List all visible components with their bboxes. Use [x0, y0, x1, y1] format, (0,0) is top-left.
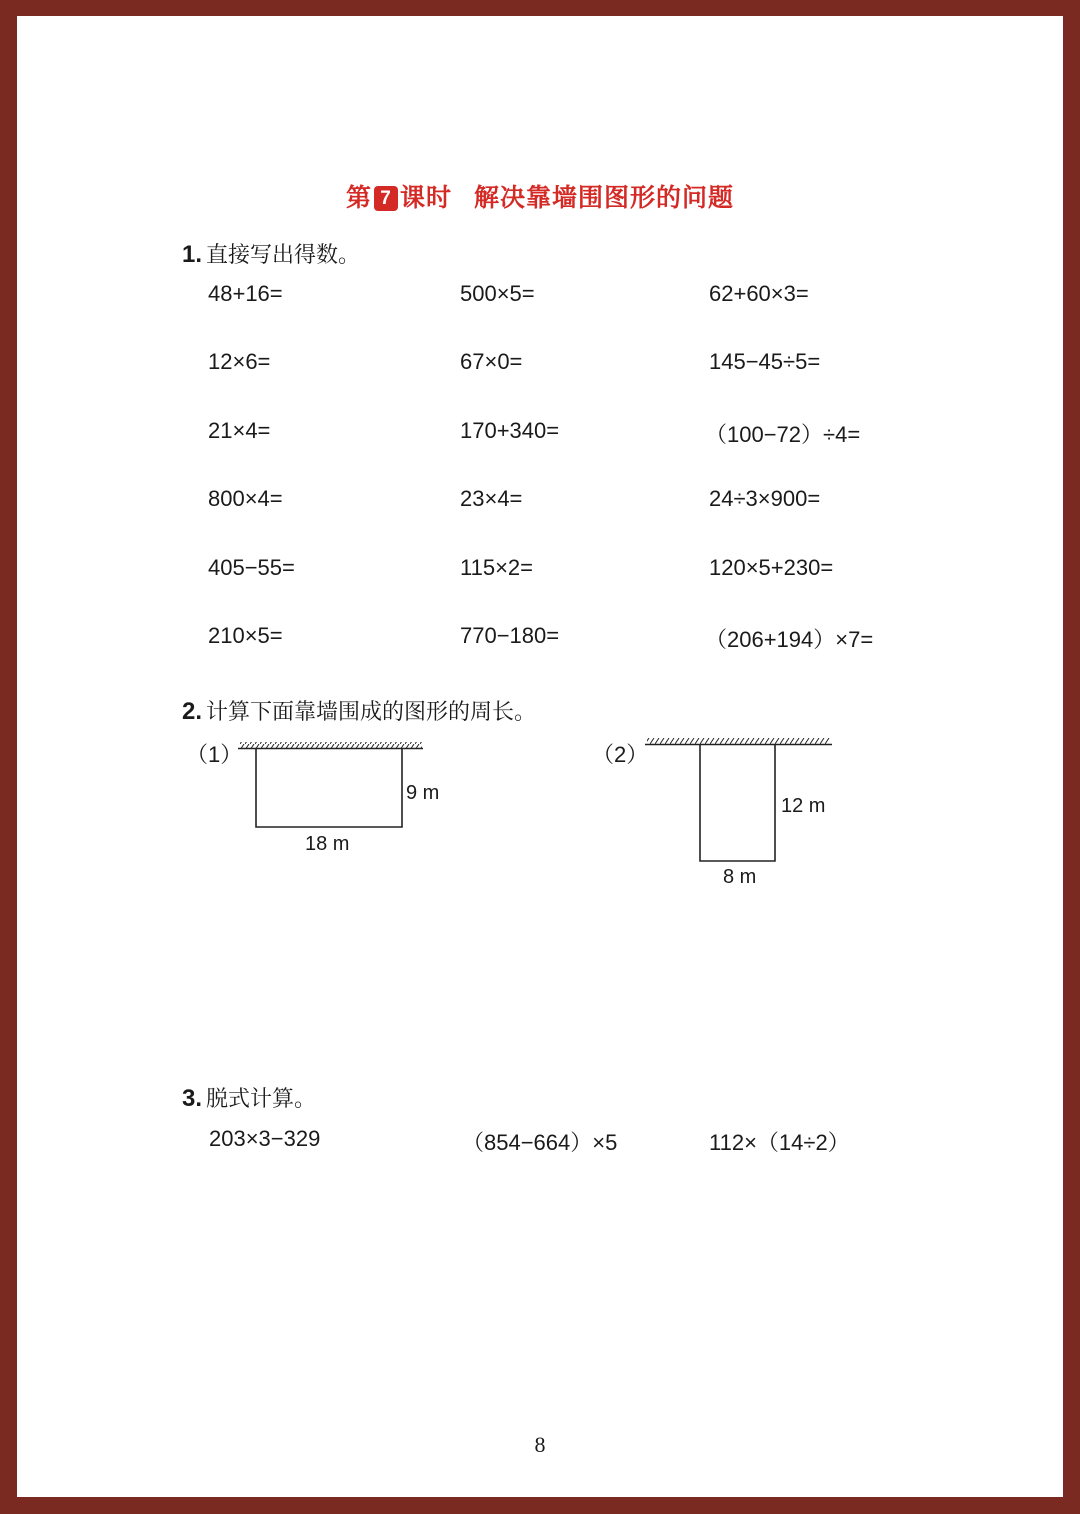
wall-hatch	[240, 742, 422, 748]
problem: 405−55=	[208, 555, 295, 580]
step-calc-problem: （854−664）×5	[462, 1130, 618, 1155]
title-topic: 解决靠墙围图形的问题	[474, 184, 735, 212]
problem: 21×4=	[208, 418, 271, 443]
problem: 500×5=	[460, 281, 535, 306]
section-3-heading: 3. 脱式计算。	[182, 1085, 317, 1112]
problem: 170+340=	[460, 418, 560, 443]
problem: 210×5=	[208, 623, 283, 648]
step-calc-problem: 203×3−329	[209, 1126, 321, 1151]
fence-rectangle	[700, 745, 775, 861]
figure-2-bottom-label: 8 m	[723, 866, 757, 888]
page-number: 8	[534, 1432, 546, 1457]
problem: 24÷3×900=	[709, 486, 821, 511]
problem: 800×4=	[208, 486, 283, 511]
section-1-heading: 1. 直接写出得数。	[182, 241, 361, 268]
problem: 23×4=	[460, 486, 523, 511]
title-suffix: 课时	[399, 184, 452, 212]
problem: 145−45÷5=	[709, 349, 821, 374]
problem: 12×6=	[208, 349, 271, 374]
figure-1-label: （1）	[186, 742, 243, 767]
fence-rectangle	[256, 749, 402, 827]
figure-2-label: （2）	[592, 742, 649, 767]
figure-1	[238, 742, 423, 827]
figure-1-side-label: 9 m	[406, 782, 440, 804]
problem: （100−72）÷4=	[705, 422, 861, 447]
problem: 48+16=	[208, 281, 283, 306]
step-calc-problem: 112×（14÷2）	[709, 1130, 850, 1155]
problem: 62+60×3=	[709, 281, 809, 306]
title-prefix: 第	[345, 184, 372, 212]
problem: 120×5+230=	[709, 555, 834, 580]
problem: 67×0=	[460, 349, 523, 374]
problem: 115×2=	[460, 555, 534, 580]
problem: （206+194）×7=	[705, 627, 874, 652]
lesson-number-badge: 7	[374, 186, 398, 211]
figure-1-bottom-label: 18 m	[305, 833, 350, 855]
wall-hatch	[647, 738, 830, 744]
section-2-heading: 2. 计算下面靠墙围成的图形的周长。	[182, 698, 537, 725]
problem: 770−180=	[460, 623, 560, 648]
figure-2-side-label: 12 m	[781, 795, 826, 817]
